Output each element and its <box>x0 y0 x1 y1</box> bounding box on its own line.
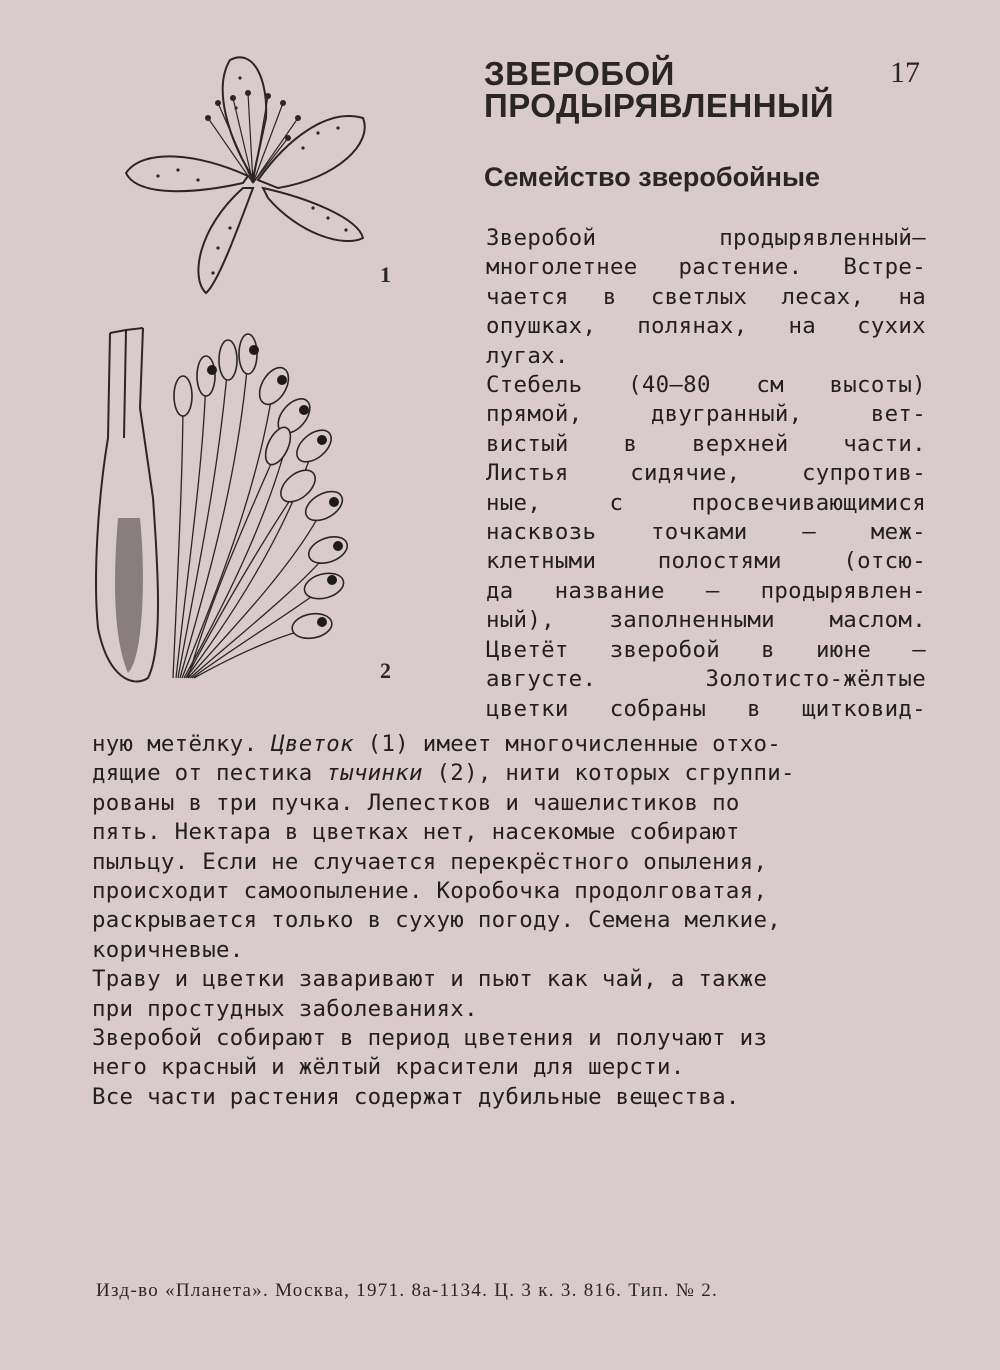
text-line: коричневые. <box>92 936 244 963</box>
term-flower: Цветок <box>271 731 354 757</box>
text-line: да название — продырявлен- <box>486 577 926 604</box>
text-segment: (2), нити которых сгруппи- <box>422 760 795 787</box>
figure-2-label: 2 <box>380 658 391 683</box>
text-line: Зверобой собирают в период цветения и получают из <box>92 1025 768 1052</box>
text-line <box>92 730 928 759</box>
text-line: пыльцу. Если не случается перекрёстного опыления, <box>92 848 768 875</box>
page-number: 17 <box>890 56 920 89</box>
text-line: августе. Золотисто-жёлтые <box>486 666 926 693</box>
text-line: прямой, двугранный, вет- <box>486 401 926 428</box>
text-line: опушках, полянах, на сухих <box>486 313 926 340</box>
text-line: многолетнее растение. Встре- <box>486 254 926 281</box>
title-line-1: ЗВЕРОБОЙ <box>484 55 675 92</box>
text-line: Стебель (40—80 см высоты) <box>486 372 926 399</box>
text-line: Зверобой продырявленный— <box>486 225 926 251</box>
title-line-2: ПРОДЫРЯВЛЕННЫЙ <box>484 87 835 124</box>
family-subtitle: Семейство зверобойные <box>484 162 821 192</box>
body-text-wide <box>92 730 928 1112</box>
flower-illustration <box>118 48 378 308</box>
text-line: ный), заполненными маслом. <box>486 607 926 634</box>
body-text-narrow <box>486 224 926 724</box>
text-line: насквозь точками — меж- <box>486 519 926 546</box>
text-line: вистый в верхней части. <box>486 430 926 457</box>
text-segment: ную метёлку. <box>92 731 272 757</box>
figure-1-label: 1 <box>380 262 391 287</box>
term-stamens: тычинки <box>326 760 423 787</box>
text-line: лугах. <box>486 342 569 369</box>
text-line: него красный и жёлтый красители для шерсти. <box>92 1054 685 1081</box>
text-line: клетными полостями (отсю- <box>486 548 926 575</box>
text-line: чается в светлых лесах, на <box>486 283 926 310</box>
text-line: раскрывается только в сухую погоду. Семена мелкие, <box>92 907 782 934</box>
text-line: Листья сидячие, супротив- <box>486 460 926 487</box>
text-line: цветки собраны в щитковид- <box>486 695 926 722</box>
text-line: Цветёт зверобой в июне — <box>486 636 926 663</box>
text-line: Траву и цветки заваривают и пьют как чай, а также <box>92 966 768 993</box>
publisher-imprint: Изд-во «Планета». Москва, 1971. 8а-1134. Ц. 3 к. 3. 816. Тип. № 2. <box>96 1280 719 1301</box>
stamens-illustration <box>88 318 348 698</box>
text-line: при простудных заболеваниях. <box>92 995 478 1022</box>
text-segment: дящие от пестика <box>92 760 327 787</box>
page-title <box>484 55 884 124</box>
text-line <box>92 759 928 788</box>
text-line: происходит самоопыление. Коробочка продолговатая, <box>92 878 768 905</box>
text-line: Все части растения содержат дубильные вещества. <box>92 1083 740 1110</box>
text-line: пять. Нектара в цветках нет, насекомые собирают <box>92 819 740 846</box>
text-line: рованы в три пучка. Лепестков и чашелистиков по <box>92 789 740 816</box>
text-line: ные, с просвечивающимися <box>486 489 926 516</box>
text-segment: (1) имеет многочисленные отхо- <box>353 731 782 757</box>
